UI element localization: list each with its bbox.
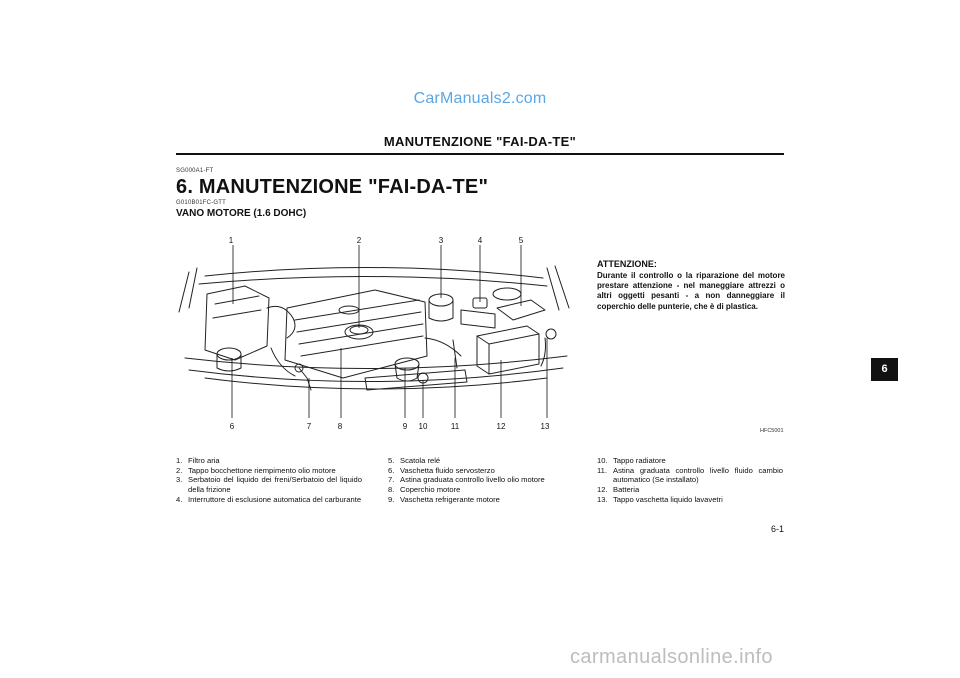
left-fender-line — [179, 272, 189, 312]
legend-column-3 — [597, 456, 783, 504]
legend-item: 13. Tappo vaschetta liquido lavavetri — [597, 494, 723, 504]
section-title: VANO MOTORE (1.6 DOHC) — [176, 208, 307, 219]
callout-7: 7 — [306, 422, 312, 431]
legend-item: 2. Tappo bocchettone riempimento olio motore — [176, 465, 336, 475]
chapter-code: SG000A1-FT — [176, 168, 214, 174]
legend-item: 12. Batteria — [597, 484, 640, 494]
intake-hose — [267, 306, 295, 338]
right-fender-line — [547, 268, 559, 310]
legend-item: 7. Astina graduata controllo livello olio motore — [388, 475, 545, 485]
front-bumper-edge — [205, 378, 547, 389]
legend-item: 9. Vaschetta refrigerante motore — [388, 494, 500, 504]
running-head: MANUTENZIONE "FAI-DA-TE" — [383, 134, 577, 149]
callout-11: 11 — [450, 422, 460, 431]
callout-2: 2 — [356, 236, 362, 245]
legend-item: 11. Astina graduata controllo livello fluido cambio automatico (Se installato) — [597, 465, 783, 485]
chapter-title: 6. MANUTENZIONE "FAI-DA-TE" — [176, 176, 489, 198]
section-code: G010B01FC-GTT — [176, 200, 226, 206]
callout-3: 3 — [438, 236, 444, 245]
page-number: 6-1 — [770, 524, 784, 534]
warning-text: Durante il controllo o la riparazione del motore prestare attenzione - nel maneggiare attrezzi o altri oggetti pesanti - a non danneggiare il coperchio delle punterie, che è di plastica. — [597, 271, 785, 311]
legend-item: 6. Vaschetta fluido servosterzo — [388, 465, 495, 475]
legend-item: 1. Filtro aria — [176, 456, 220, 465]
legend-item: 4. Interruttore di esclusione automatica del carburante — [176, 494, 362, 504]
legend-item: 5. Scatola relé — [388, 456, 441, 465]
air-filter-box — [205, 286, 269, 360]
legend-item: 10. Tappo radiatore — [597, 456, 666, 465]
callout-1: 1 — [228, 236, 234, 245]
callout-10: 10 — [418, 422, 428, 431]
front-bumper-top — [185, 356, 567, 369]
cowl-outline-2 — [199, 276, 547, 286]
engine-compartment-figure — [175, 228, 585, 434]
header-rule — [176, 153, 784, 155]
callout-13: 13 — [540, 422, 550, 431]
callout-6: 6 — [229, 422, 235, 431]
legend-item: 3. Serbatoio del liquido dei freni/Serbatoio del liquido della frizione — [176, 475, 362, 494]
legend-column-1 — [176, 456, 362, 504]
callout-8: 8 — [337, 422, 343, 431]
legend-column-2 — [388, 456, 578, 504]
battery — [477, 326, 539, 374]
watermark-carmanuals2: CarManuals2.com — [413, 90, 547, 107]
callout-5: 5 — [518, 236, 524, 245]
watermark-carmanualsonline: carmanualsonline.info — [570, 646, 773, 668]
left-fender-line-2 — [189, 268, 197, 308]
callout-9: 9 — [402, 422, 408, 431]
warning-title: ATTENZIONE: — [597, 259, 657, 269]
callout-12: 12 — [496, 422, 506, 431]
figure-code: HFC5001 — [760, 428, 784, 434]
callout-4: 4 — [477, 236, 483, 245]
legend-item: 8. Coperchio motore — [388, 484, 461, 494]
chapter-tab: 6 — [871, 358, 898, 381]
washer-cap — [546, 329, 556, 339]
